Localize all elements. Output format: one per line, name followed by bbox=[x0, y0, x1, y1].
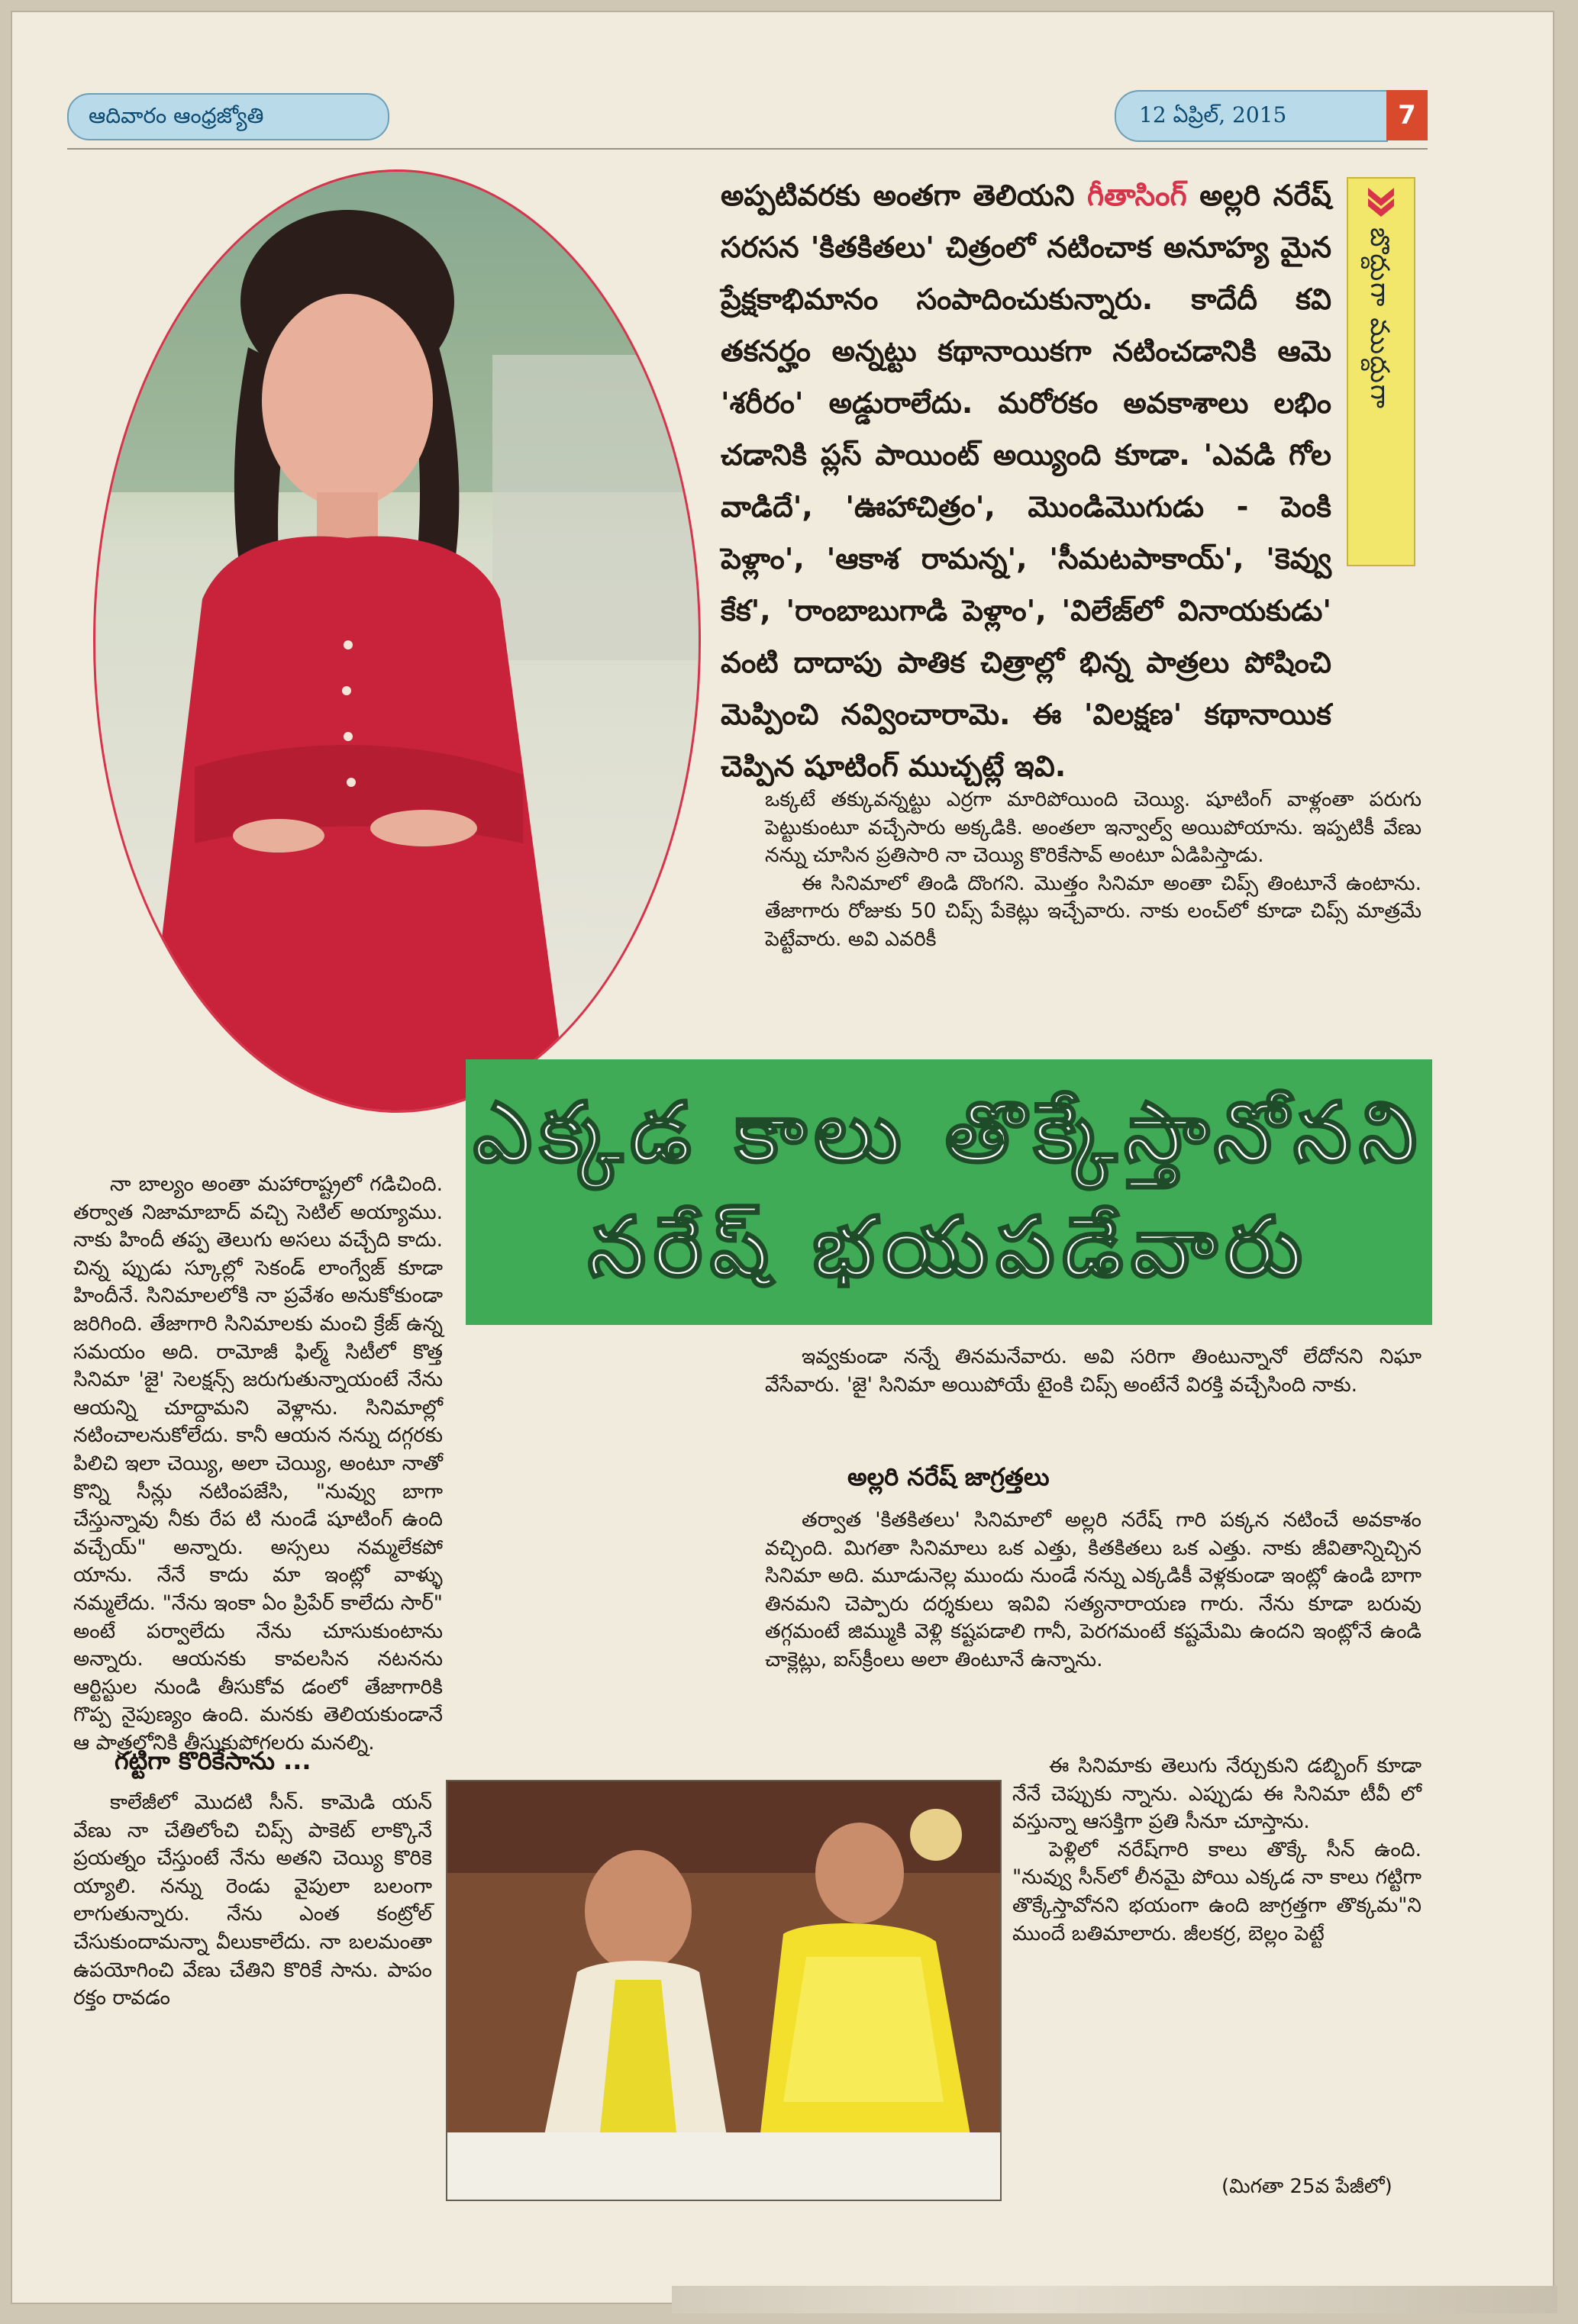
date-banner bbox=[1115, 90, 1388, 142]
left-column bbox=[73, 1171, 852, 1757]
right-column-3 bbox=[1012, 1752, 1421, 1948]
right-top-paragraph-2: ఈ సినిమాలో తిండి దొంగని. మొత్తం సినిమా అంతా చిప్స్ తింటూనే ఉంటాను. తేజాగారు రోజుకు 50 చిప్స్ పేకెట్లు ఇచ్చేవారు. నాకు లంచ్‌లో కూడా చిప్స్ మాత్రమే పెట్టేవారు. అవి ఎవరికీ bbox=[765, 871, 1421, 951]
headline-line-2: నరేష్ భయపడేవారు bbox=[588, 1200, 1310, 1295]
chevron-down-icon bbox=[1367, 185, 1396, 218]
right-column bbox=[765, 1343, 1421, 1399]
headline-line-1: ఎక్కడ కాలు తొక్కేస్తానోనని bbox=[473, 1085, 1425, 1181]
column-tag-label: బొద్దుగా ముద్దుగా bbox=[1364, 227, 1395, 411]
left-paragraph-1: నా బాల్యం అంతా మహారాష్ట్రలో గడిచింది. తర్వాత నిజామాబాద్ వచ్చి సెటిల్ అయ్యాము. నాకు హిందీ తప్ప తెలుగు అసలు వచ్చేది కాదు. చిన్న ప్పుడు స్కూల్లో సెకండ్ లాంగ్వేజ్ కూడా హిందీనే. సినిమాలలోకి నా ప్రవేశం అనుకోకుండా జరిగింది. తేజాగారి సినిమాలకు మంచి క్రేజ్ ఉన్న సమయం అది. రామోజీ ఫిల్మ్ సిటీలో కొత్త సినిమా 'జై' సెలక్షన్స్ జరుగుతున్నాయంటే నేను ఆయన్ని చూద్దామని వెళ్లాను. సినిమాల్లో నటించాలనుకోలేదు. కానీ ఆయన నన్ను దగ్గరకు పిలిచి ఇలా చెయ్యి, అలా చెయ్యి, అంటూ నాతో కొన్ని సీన్లు నటింపజేసి, "నువ్వు బాగా చేస్తున్నావు నీకు రేప టి నుండే షూటింగ్ ఉంది వచ్చేయ్" అన్నారు. అస్సలు నమ్మలేకపో యాను. నేనే కాదు మా ఇంట్లో వాళ్ళు నమ్మలేదు. "నేను ఇంకా ఏం ప్రిపేర్ కాలేదు సార్" అంటే పర్వాలేదు నేను చూసుకుంటాను అన్నారు. ఆయనకు కావలసిన నటనను ఆర్టిస్టుల నుండి తీసుకోవ డంలో తేజాగారికి గొప్ప నైపుణ్యం ఉంది. మనకు తెలియకుండానే ఆ పాత్రలోనికి తీసుకుపోగలరు మనల్ని. bbox=[73, 1172, 443, 1755]
intro-paragraph bbox=[721, 169, 1331, 792]
right-top-column bbox=[765, 786, 1421, 954]
page-number: 7 bbox=[1386, 90, 1428, 140]
right-top-paragraph-1: ఒక్కటే తక్కువన్నట్టు ఎర్రగా మారిపోయింది చెయ్యి. షూటింగ్ వాళ్లంతా పరుగు పెట్టుకుంటూ వచ్చేసారు అక్కడికి. అంతలా ఇన్వాల్వ్ అయిపోయాను. ఇప్పటికీ వేణు నన్ను చూసిన ప్రతిసారి నా చెయ్యి కొరికేసావ్ అంటూ ఏడిపిస్తాడు. bbox=[765, 788, 1421, 868]
left-paragraph-2: కాలేజీలో మొదటి సీన్. కామెడి యన్ వేణు నా చేతిలోంచి చిప్స్ పాకెట్ లాక్కొనే ప్రయత్నం చేస్తుంటే నేను అతని చెయ్యి కొరికె య్యాలి. నన్ను రెండు వైపులా బలంగా లాగుతున్నారు. నేను ఎంత కంట్రోల్ చేసుకుందామన్నా వీలుకాలేదు. నా బలమంతా ఉపయోగించి వేణు చేతిని కొరికే సాను. పాపం రక్తం రావడం bbox=[73, 1791, 432, 2010]
right-paragraph-4: పెళ్లిలో నరేష్‌గారి కాలు తొక్కే సీన్ ఉంది. "నువ్వు సీన్‌లో లీనమై పోయి ఎక్కడ నా కాలు గట్టిగా తొక్కేస్తావోనని భయంగా ఉంది జాగ్రత్తగా తొక్కమ"ని ముందే బతిమాలారు. జీలకర్ర, బెల్లం పెట్టే bbox=[1012, 1837, 1421, 1945]
film-still-illustration bbox=[447, 1781, 1000, 2200]
subhead-bite: గట్టిగా కొరికేసాను ... bbox=[115, 1746, 311, 1775]
portrait-illustration bbox=[95, 172, 699, 1110]
right-paragraph-2: తర్వాత 'కితకితలు' సినిమాలో అల్లరి నరేష్ గారి పక్కన నటించే అవకాశం వచ్చింది. మిగతా సినిమాలు ఒక ఎత్తు, కితకితలు ఒక ఎత్తు. నాకు జీవితాన్నిచ్చిన సినిమా అది. మూడునెల్ల ముందు నుండే నన్ను ఎక్కడికీ వెళ్లకుండా ఇంట్లో ఉండి బాగా తినమని చెప్పారు దర్శకులు ఇవివి సత్యనారాయణ గారు. నేను కూడా బరువు తగ్గమంటే జిమ్ముకి వెళ్లి కష్టపడాలి గానీ, పెరగమంటే కష్టమేమి ఉందని ఇంట్లోనే ఉండి చాక్లెట్లు, ఐస్‌క్రీంలు అలా తింటూనే ఉన్నాను. bbox=[765, 1508, 1421, 1671]
intro-text-rest: అల్లరి నరేష్ సరసన 'కితకితలు' చిత్రంలో నటించాక అనూహ్య మైన ప్రేక్షకాభిమానం సంపాదించుకున్నారు. కాదేదీ కవి తకనర్హం అన్నట్టు కథానాయికగా నటించడానికి ఆమె 'శరీరం' అడ్డురాలేదు. మరోరకం అవకాశాలు లభిం చడానికి ప్లస్ పాయింట్ అయ్యింది కూడా. 'ఎవడి గోల వాడిదే', 'ఊహాచిత్రం', మొండిమొగుడు - పెంకి పెళ్లాం', 'ఆకాశ రామన్న', 'సీమటపాకాయ్', 'కెవ్వు కేక', 'రాంబాబుగాడి పెళ్లాం', 'విలేజ్‌లో వినాయకుడు' వంటి దాదాపు పాతిక చిత్రాల్లో భిన్న పాత్రలు పోషించి మెప్పించి నవ్వించారామె. ఈ 'విలక్షణ' కథానాయిక చెప్పిన షూటింగ్ ముచ్చట్లే ఇవి. bbox=[721, 179, 1331, 783]
header-rule bbox=[67, 148, 1428, 150]
right-column-2 bbox=[765, 1507, 1421, 1675]
publication-banner bbox=[67, 93, 389, 140]
right-paragraph-1: ఇవ్వకుండా నన్నే తినమనేవారు. అవి సరిగా తింటున్నానో లేదోనని నిఘా వేసేవారు. 'జై' సినిమా అయిపోయే టైంకి చిప్స్ అంటేనే విరక్తి వచ్చేసింది నాకు. bbox=[765, 1345, 1421, 1397]
column-tag bbox=[1347, 177, 1415, 566]
continued-note: (మిగతా 25వ పేజీలో) bbox=[1221, 2175, 1392, 2198]
intro-text-start: అప్పటివరకు అంతగా తెలియని bbox=[721, 179, 1088, 212]
left-column-lower bbox=[73, 1789, 432, 2013]
portrait-photo bbox=[93, 169, 701, 1113]
intro-highlight-name: గీతాసింగ్ bbox=[1087, 179, 1187, 212]
right-paragraph-3: ఈ సినిమాకు తెలుగు నేర్చుకుని డబ్బింగ్ కూడా నేనే చెప్పుకు న్నాను. ఎప్పుడు ఈ సినిమా టీవీ లో వస్తున్నా ఆసక్తిగా ప్రతి సీనూ చూస్తాను. bbox=[1012, 1754, 1421, 1834]
publication-name: ఆదివారం ఆంధ్రజ్యోతి bbox=[89, 103, 264, 128]
subhead-allari-naresh: అల్లరి నరేష్ జాగ్రత్తలు bbox=[847, 1462, 1050, 1491]
issue-date: 12 ఏప్రిల్, 2015 bbox=[1139, 102, 1287, 127]
page-edge bbox=[672, 2286, 1557, 2313]
film-still-photo bbox=[446, 1780, 1002, 2201]
